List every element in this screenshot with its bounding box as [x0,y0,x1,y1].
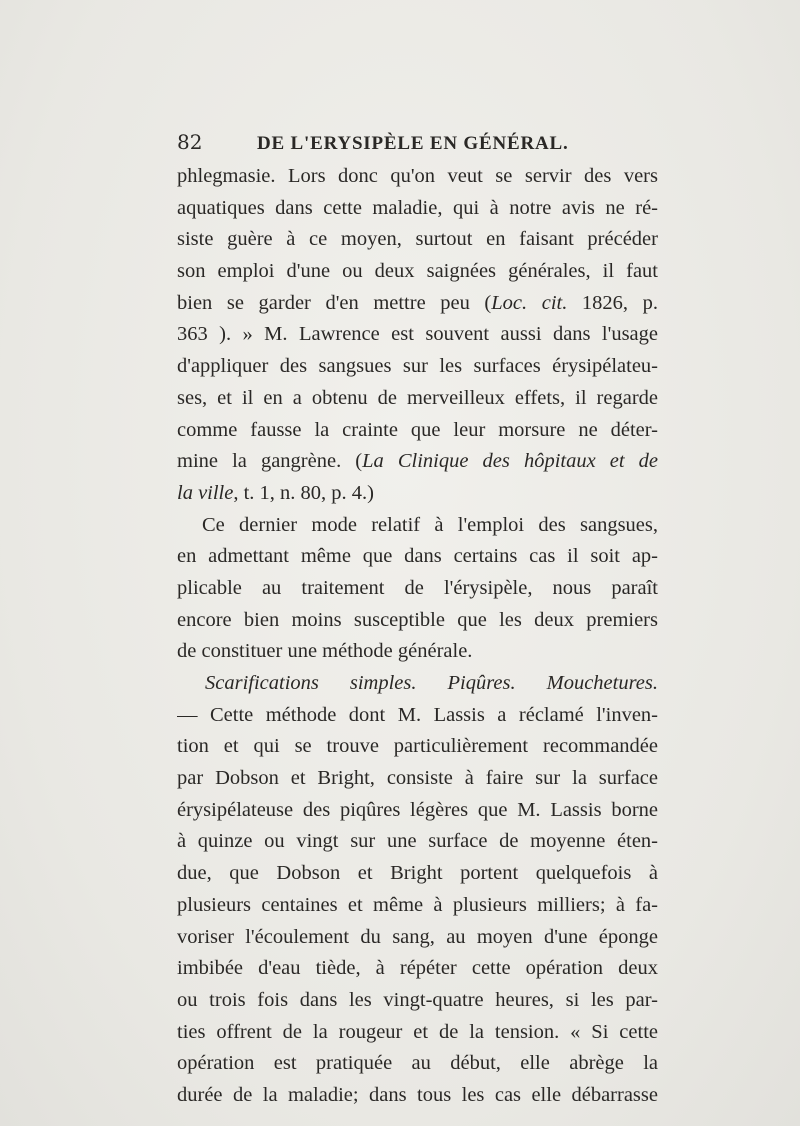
text-line: d'appliquer des sangsues sur les surfaces érysipélateu- [177,355,658,378]
text-line: due, que Dobson et Bright portent quelquefois à [177,862,658,885]
text-line [177,288,658,320]
citation-italic: La Clinique des hôpitaux et de [362,450,658,473]
text-line: ties offrent de la rougeur et de la tension. « Si cette [177,1020,658,1043]
text-line: durée de la maladie; dans tous les cas elle débarrasse [177,1083,658,1106]
text-line: son emploi d'une ou deux saignées générales, il faut [177,260,658,283]
citation-italic: la ville [177,481,234,504]
page-number: 82 [177,130,203,154]
text-line: aquatiques dans cette maladie, qui à notre avis ne ré- [177,196,658,219]
text-line: siste guère à ce moyen, surtout en faisant précéder [177,228,658,251]
text-line: plusieurs centaines et même à plusieurs milliers; à fa- [177,893,658,916]
section-heading: Scarifications simples. Piqûres. Mouchetures. [205,672,658,694]
text-line: comme fausse la crainte que leur morsure ne déter- [177,418,658,441]
text-segment: , t. 1, n. 80, p. 4.) [233,481,375,504]
text-line: à quinze ou vingt sur une surface de moyenne éten- [177,830,658,853]
text-line: plicable au traitement de l'érysipèle, nous paraît [177,576,658,599]
text-line: par Dobson et Bright, consiste à faire sur la surface [177,767,658,790]
text-line [177,446,658,478]
text-line: tion et qui se trouve particulièrement recommandée [177,735,658,758]
running-title: DE L'ERYSIPÈLE EN GÉNÉRAL. [257,133,569,154]
text-line: ou trois fois dans les vingt-quatre heures, si les par- [177,988,658,1011]
text-line: — Cette méthode dont M. Lassis a réclamé l'inven- [177,703,658,726]
text-line: imbibée d'eau tiède, à répéter cette opération deux [177,957,658,980]
text-line: en admettant même que dans certains cas il soit ap- [177,545,658,568]
body-text [177,161,658,1112]
text-line: phlegmasie. Lors donc qu'on veut se servir des vers [177,165,658,187]
text-line: de constituer une méthode générale. [177,640,473,663]
text-line [177,478,658,510]
citation-italic: Loc. cit. [491,291,568,314]
page-header [177,127,657,159]
text-line: voriser l'écoulement du sang, au moyen d'une éponge [177,925,658,948]
text-segment: bien se garder d'en mettre peu ( [177,291,492,314]
text-line: érysipélateuse des piqûres légères que M. Lassis borne [177,798,658,821]
text-line: 363 ). » M. Lawrence est souvent aussi dans l'usage [177,323,658,346]
text-segment: 1826, p. [567,291,658,314]
text-line: ses, et il en a obtenu de merveilleux effets, il regarde [177,386,658,409]
text-line: Ce dernier mode relatif à l'emploi des sangsues, [202,513,658,536]
text-line: opération est pratiquée au début, elle abrège la [177,1052,658,1075]
text-line: encore bien moins susceptible que les deux premiers [177,608,658,631]
text-segment: mine la gangrène. ( [177,450,363,473]
